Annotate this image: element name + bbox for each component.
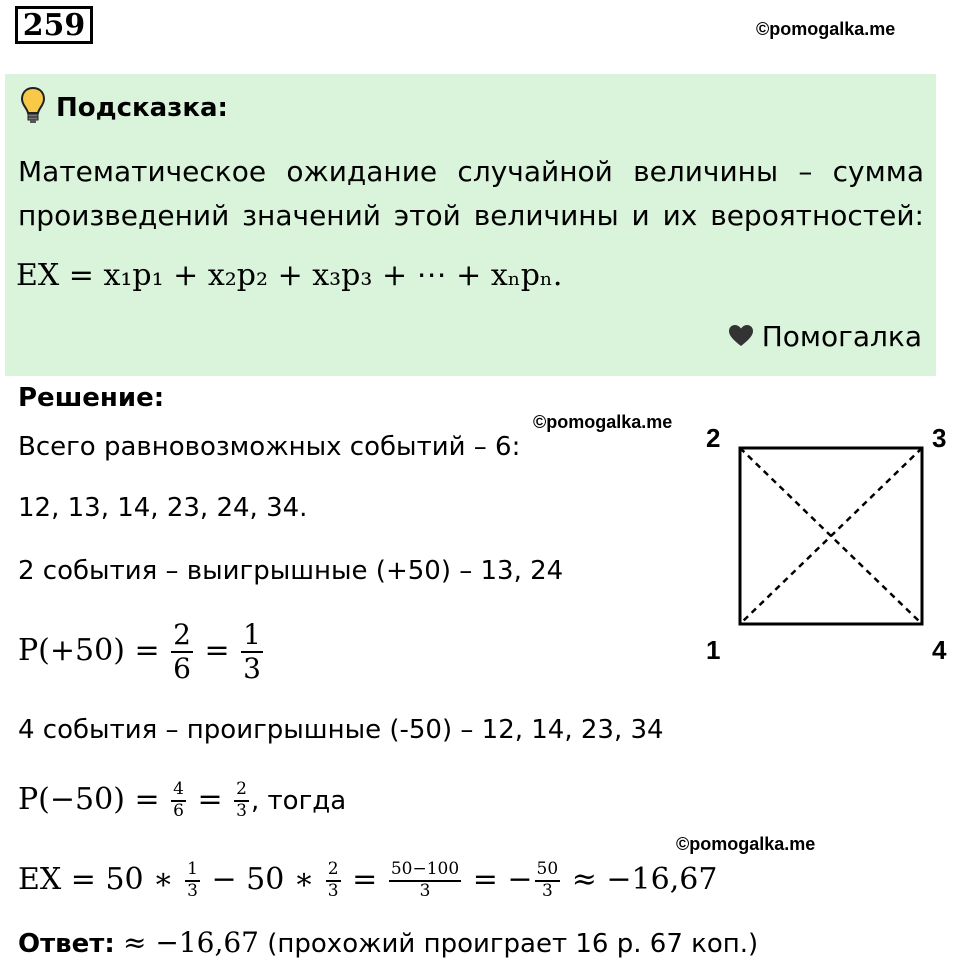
answer-label: Ответ:: [18, 929, 115, 959]
hint-text: [18, 150, 924, 238]
solution-line-2: 12, 13, 14, 23, 24, 34.: [18, 493, 308, 523]
watermark-top: ©pomogalka.me: [756, 19, 896, 39]
brand-text: Помогалка: [761, 320, 922, 353]
vertex-label-4: 4: [932, 635, 947, 665]
expectation-formula: EX = x₁p₁ + x₂p₂ + x₃p₃ + ⋯ + xₙpₙ.: [16, 258, 563, 293]
brand: [728, 320, 922, 355]
hint-title: [20, 86, 228, 131]
watermark-bottom: ©pomogalka.me: [676, 834, 816, 854]
watermark-middle: ©pomogalka.me: [533, 412, 673, 432]
prob-lose-formula: P(−50) = $\frac{4}{6}$ = $\frac{2}{3}$ , тогда: [18, 779, 347, 821]
vertex-label-1: 1: [706, 635, 721, 665]
hint-line-2: произведений значений этой величины и их вероятностей:: [18, 199, 924, 232]
hint-line-1: Математическое ожидание случайной величины – сумма: [18, 155, 924, 188]
solution-line-1: Всего равновозможных событий – 6:: [18, 432, 521, 462]
square-diagram: [700, 420, 958, 660]
solution-line-5: 4 события – проигрышные (-50) – 12, 14, 23, 34: [18, 715, 664, 745]
prob-win-formula: P(+50) = $\frac{2}{6}$ = $\frac{1}{3}$: [18, 617, 261, 685]
answer-text: (прохожий проиграет 16 р. 67 коп.): [267, 929, 759, 959]
heart-icon: [728, 322, 754, 355]
expectation-calc: EX = 50 ∗ $\frac{1}{3}$ − 50 ∗ $\frac{2}{3}$ = $\frac{50-100}{3}$ = − $\frac{50}{3}$ ≈ −16,67: [18, 859, 718, 901]
vertex-label-3: 3: [932, 423, 947, 453]
hint-title-text: Подсказка:: [56, 93, 228, 123]
lightbulb-icon: [20, 86, 46, 131]
solution-line-3: 2 события – выигрышные (+50) – 13, 24: [18, 556, 564, 586]
fraction-2-6: $\frac{2}{6}$: [173, 617, 191, 685]
solution-tail-6: , тогда: [251, 786, 347, 816]
fraction-1-3: $\frac{1}{3}$: [243, 617, 261, 685]
answer: Ответ: ≈ −16,67 (прохожий проиграет 16 р. 67 коп.): [18, 926, 759, 959]
solution-title: Решение:: [18, 383, 165, 413]
vertex-label-2: 2: [706, 423, 721, 453]
problem-number: 259: [15, 6, 93, 44]
